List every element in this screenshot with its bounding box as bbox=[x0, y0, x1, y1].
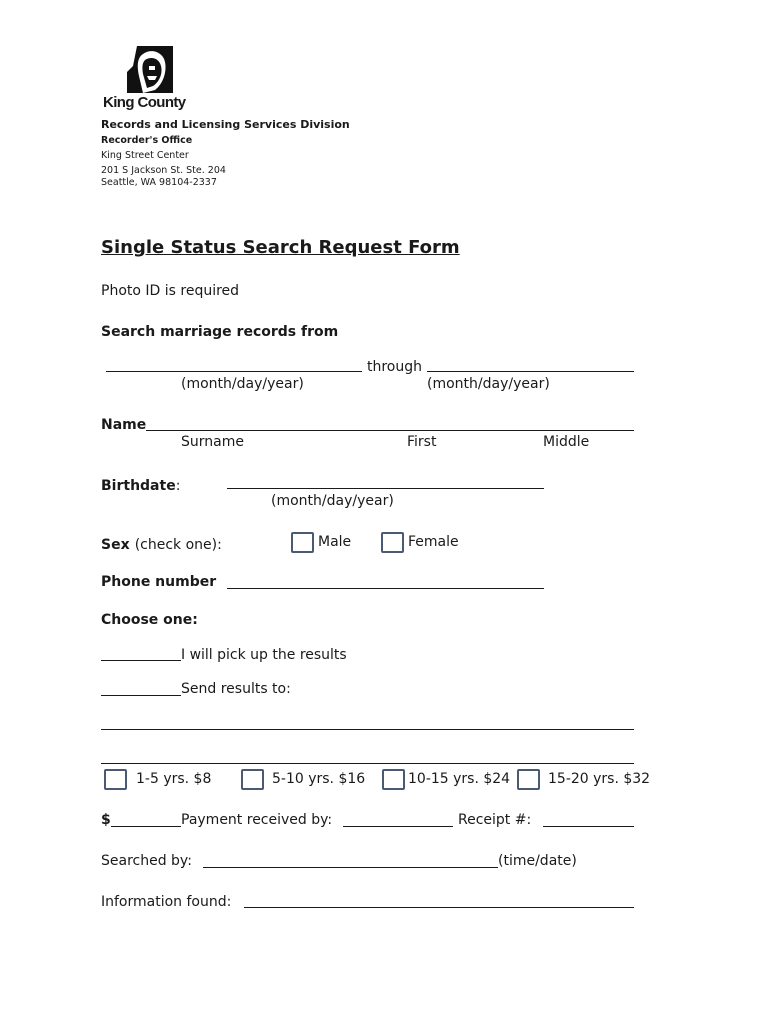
phone-label: Phone number bbox=[101, 574, 217, 590]
sex-label-group bbox=[101, 534, 222, 553]
fee-1-5-label: 1-5 yrs. $8 bbox=[136, 771, 212, 787]
send-choice-field[interactable] bbox=[101, 695, 181, 696]
birthdate-field[interactable] bbox=[227, 488, 544, 489]
surname-hint: Surname bbox=[181, 434, 244, 450]
name-label: Name bbox=[101, 417, 147, 433]
fee-15-20-label: 15-20 yrs. $32 bbox=[548, 771, 651, 787]
choose-one-label: Choose one: bbox=[101, 612, 198, 628]
division-name: Records and Licensing Services Division bbox=[101, 118, 350, 131]
fee-15-20-checkbox[interactable] bbox=[517, 769, 540, 790]
search-range-heading: Search marriage records from bbox=[101, 324, 339, 340]
receipt-field[interactable] bbox=[543, 826, 634, 827]
first-hint: First bbox=[407, 434, 437, 450]
office-name: Recorder's Office bbox=[101, 135, 193, 146]
payment-received-label: Payment received by: bbox=[181, 812, 333, 828]
female-label: Female bbox=[408, 534, 459, 550]
send-label: Send results to: bbox=[181, 681, 291, 697]
birthdate-colon: : bbox=[175, 478, 181, 494]
searched-by-field[interactable] bbox=[203, 867, 498, 868]
logo-wordmark: King County bbox=[103, 94, 186, 111]
payment-received-field[interactable] bbox=[343, 826, 453, 827]
photo-id-note: Photo ID is required bbox=[101, 283, 240, 299]
king-county-logo bbox=[103, 46, 199, 111]
send-address-line-1[interactable] bbox=[101, 729, 634, 730]
birthdate-label-group bbox=[101, 475, 180, 494]
send-address-line-2[interactable] bbox=[101, 763, 634, 764]
birthdate-label: Birthdate bbox=[101, 478, 176, 494]
from-date-field[interactable] bbox=[106, 371, 362, 372]
fee-10-15-checkbox[interactable] bbox=[382, 769, 405, 790]
fee-1-5-checkbox[interactable] bbox=[104, 769, 127, 790]
center-name: King Street Center bbox=[101, 150, 189, 161]
to-date-field[interactable] bbox=[427, 371, 634, 372]
fee-10-15-label: 10-15 yrs. $24 bbox=[408, 771, 511, 787]
from-date-hint: (month/day/year) bbox=[181, 376, 304, 392]
male-label: Male bbox=[318, 534, 352, 550]
middle-hint: Middle bbox=[543, 434, 590, 450]
receipt-label: Receipt #: bbox=[458, 812, 532, 828]
name-field[interactable] bbox=[146, 430, 634, 431]
fee-5-10-checkbox[interactable] bbox=[241, 769, 264, 790]
time-date-hint: (time/date) bbox=[498, 853, 577, 869]
information-found-label: Information found: bbox=[101, 894, 232, 910]
searched-by-label: Searched by: bbox=[101, 853, 192, 869]
fee-5-10-label: 5-10 yrs. $16 bbox=[272, 771, 366, 787]
mlk-portrait-icon bbox=[103, 46, 199, 96]
address-line-1: 201 S Jackson St. Ste. 204 bbox=[101, 165, 226, 176]
to-date-hint: (month/day/year) bbox=[427, 376, 550, 392]
payment-amount-field[interactable] bbox=[111, 826, 181, 827]
information-found-field[interactable] bbox=[244, 907, 634, 908]
phone-field[interactable] bbox=[227, 588, 544, 589]
dollar-sign: $ bbox=[101, 812, 111, 828]
sex-hint: (check one): bbox=[134, 537, 222, 553]
pickup-choice-field[interactable] bbox=[101, 660, 181, 661]
male-checkbox[interactable] bbox=[291, 532, 314, 553]
birthdate-hint: (month/day/year) bbox=[271, 493, 394, 509]
address-line-2: Seattle, WA 98104-2337 bbox=[101, 177, 217, 188]
page-title: Single Status Search Request Form bbox=[101, 237, 460, 258]
female-checkbox[interactable] bbox=[381, 532, 404, 553]
sex-label: Sex bbox=[101, 537, 130, 553]
pickup-label: I will pick up the results bbox=[181, 647, 347, 663]
through-label: through bbox=[367, 359, 423, 375]
